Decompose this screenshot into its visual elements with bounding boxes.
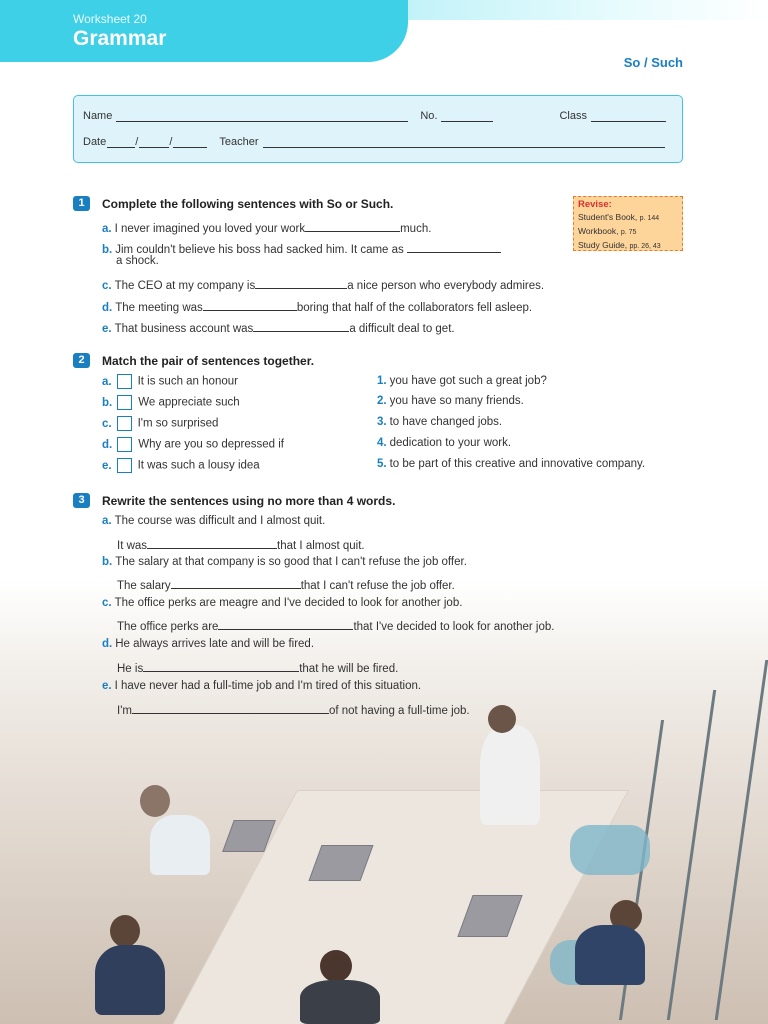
ex1-item-e: e. That business account was a difficult deal to get.	[102, 319, 455, 335]
answer-blank[interactable]	[218, 617, 353, 630]
ex2-right-4: 4. dedication to your work.	[377, 437, 512, 449]
ex3-item-e-rewrite: I'm of not having a full-time job.	[117, 701, 470, 717]
match-checkbox[interactable]	[117, 416, 132, 431]
answer-blank[interactable]	[147, 536, 277, 549]
ex2-left-c: c. I'm so surprised	[102, 417, 219, 430]
person-head	[610, 900, 642, 932]
page-title: Grammar	[73, 27, 167, 50]
ex1-item-b: b. Jim couldn't believe his boss had sacked him. It came as	[102, 240, 501, 256]
revise-title: Revise:	[578, 199, 612, 210]
exercise-number-badge: 3	[73, 493, 90, 508]
revise-box	[573, 196, 683, 251]
ex3-item-a-rewrite: It was that I almost quit.	[117, 536, 365, 552]
revise-workbook: Workbook, p. 75	[578, 226, 637, 236]
answer-blank[interactable]	[171, 576, 301, 589]
banner-main	[0, 0, 408, 62]
person-head	[140, 785, 170, 817]
answer-blank[interactable]	[255, 276, 347, 289]
ex3-item-a: a. The course was difficult and I almost quit.	[102, 515, 326, 527]
exercise-2-heading	[73, 353, 314, 368]
match-checkbox[interactable]	[117, 395, 132, 410]
date-label: Date	[83, 136, 107, 148]
laptop	[457, 895, 522, 937]
answer-blank[interactable]	[143, 659, 299, 672]
student-info-box	[73, 95, 683, 163]
person-head	[110, 915, 140, 947]
ex2-left-b: b. We appreciate such	[102, 396, 240, 409]
info-row-1	[83, 110, 666, 122]
chair	[570, 825, 650, 875]
teacher-label: Teacher	[219, 136, 259, 148]
match-checkbox[interactable]	[117, 437, 132, 452]
person-body	[150, 815, 210, 875]
railing-post	[619, 720, 664, 1020]
exercise-3-heading	[73, 493, 395, 508]
exercise-3-instructions: Rewrite the sentences using no more than 4 words.	[102, 493, 396, 508]
class-label: Class	[559, 110, 587, 122]
exercise-1-instructions: Complete the following sentences with So or Such.	[102, 196, 394, 211]
answer-blank[interactable]	[407, 240, 501, 253]
info-row-2	[83, 136, 665, 148]
person-head	[488, 705, 516, 733]
name-label: Name	[83, 110, 113, 122]
ex2-left-d: d. Why are you so depressed if	[102, 438, 284, 451]
ex3-item-b: b. The salary at that company is so good that I can't refuse the job offer.	[102, 556, 467, 568]
number-field[interactable]	[441, 110, 493, 122]
date-year-field[interactable]	[173, 136, 207, 148]
name-field[interactable]	[116, 110, 408, 122]
date-separator: /	[135, 136, 139, 148]
ex2-left-a: a. It is such an honour	[102, 375, 238, 388]
ex2-right-5: 5. to be part of this creative and innovative company.	[377, 458, 646, 470]
chair	[550, 940, 620, 985]
ex3-item-c: c. The office perks are meagre and I've decided to look for another job.	[102, 597, 463, 609]
ex3-item-c-rewrite: The office perks are that I've decided to look for another job.	[117, 617, 554, 633]
ex1-item-c: c. The CEO at my company is a nice person who everybody admires.	[102, 276, 544, 292]
ex3-item-d-rewrite: He is that he will be fired.	[117, 659, 398, 675]
ex2-right-2: 2. you have so many friends.	[377, 395, 524, 407]
header-banner	[0, 0, 768, 62]
exercise-2-instructions: Match the pair of sentences together.	[102, 353, 315, 368]
laptop	[308, 845, 373, 881]
person-body	[480, 725, 540, 825]
ex2-right-3: 3. to have changed jobs.	[377, 416, 503, 428]
class-field[interactable]	[591, 110, 666, 122]
answer-blank[interactable]	[132, 701, 329, 714]
exercise-1-heading	[73, 196, 393, 211]
worksheet-label: Worksheet 20	[73, 12, 147, 26]
person-body	[575, 925, 645, 985]
ex2-left-e: e. It was such a lousy idea	[102, 459, 260, 472]
ex1-item-a: a. I never imagined you loved your work much.	[102, 219, 431, 235]
ex3-item-b-rewrite: The salary that I can't refuse the job offer.	[117, 576, 455, 592]
ex1-item-b-continued: a shock.	[116, 255, 159, 267]
answer-blank[interactable]	[253, 319, 349, 332]
number-label: No.	[420, 110, 438, 122]
answer-blank[interactable]	[203, 298, 297, 311]
exercise-number-badge: 1	[73, 196, 90, 211]
date-separator: /	[169, 136, 173, 148]
match-checkbox[interactable]	[117, 458, 132, 473]
date-month-field[interactable]	[139, 136, 169, 148]
laptop	[222, 820, 276, 852]
railing-post	[667, 690, 716, 1020]
railing-post	[715, 660, 768, 1020]
revise-study-guide: Study Guide, pp. 26, 43	[578, 240, 661, 250]
revise-students-book: Student's Book, p. 144	[578, 212, 660, 222]
person-body	[300, 980, 380, 1024]
meeting-table	[163, 790, 629, 1024]
exercise-number-badge: 2	[73, 353, 90, 368]
ex3-item-e: e. I have never had a full-time job and I'm tired of this situation.	[102, 680, 422, 692]
teacher-field[interactable]	[263, 136, 665, 148]
banner-fade	[380, 0, 768, 20]
match-checkbox[interactable]	[117, 374, 132, 389]
person-body	[95, 945, 165, 1015]
answer-blank[interactable]	[305, 219, 400, 232]
date-day-field[interactable]	[107, 136, 135, 148]
ex3-item-d: d. He always arrives late and will be fired.	[102, 638, 315, 650]
topic-label: So / Such	[623, 55, 683, 70]
ex1-item-d: d. The meeting was boring that half of the collaborators fell asleep.	[102, 298, 532, 314]
ex2-right-1: 1. you have got such a great job?	[377, 375, 547, 387]
person-head	[320, 950, 352, 982]
